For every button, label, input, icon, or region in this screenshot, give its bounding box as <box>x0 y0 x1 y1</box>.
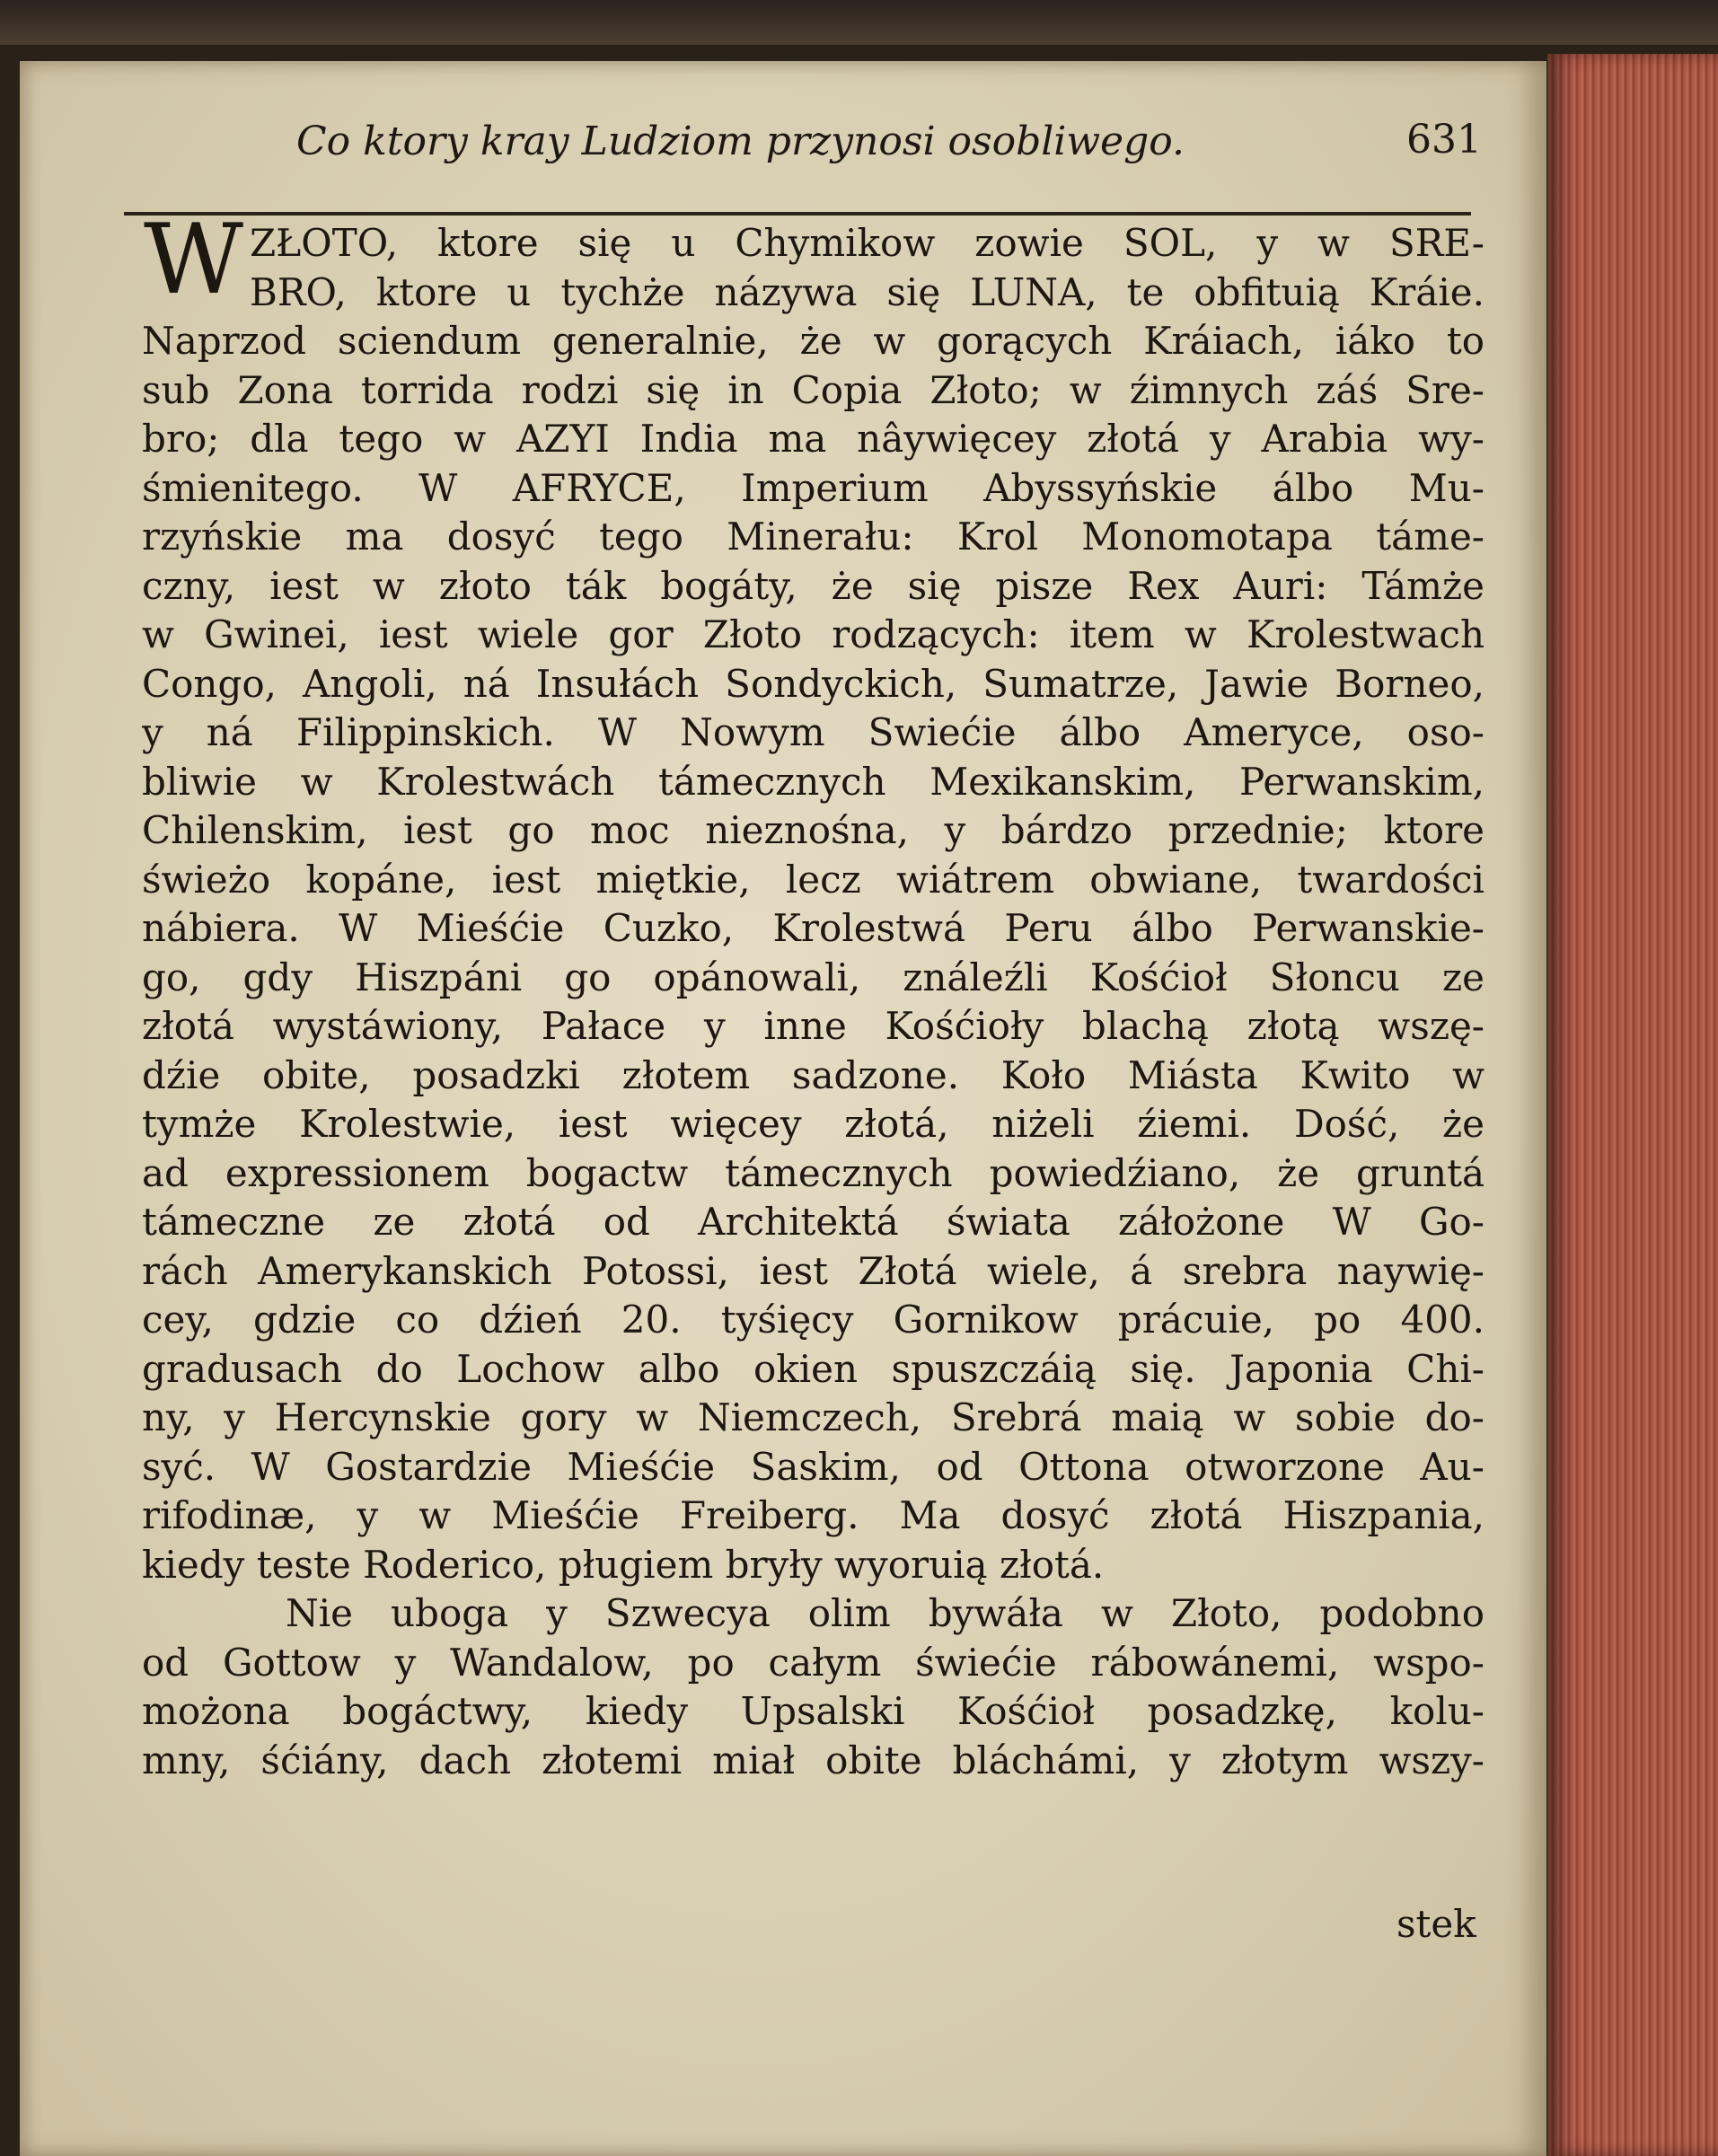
text-line: BRO, ktore u tychże názywa się LUNA, te obfituią Kráie. <box>250 269 1485 314</box>
body-text <box>142 219 1485 1785</box>
header-rule <box>124 212 1471 216</box>
text-line: Chilenskim, iest go moc nieznośna, y bárdzo przednie; ktore <box>142 808 1485 852</box>
text-line: rzyńskie ma dosyć tego Minerału: Krol Monomotapa táme- <box>142 515 1485 559</box>
text-line: mny, śćiány, dach złotemi miał obite bláchámi, y złotym wszy- <box>142 1738 1485 1782</box>
text-line: rifodinæ, y w Mieśćie Freiberg. Ma dosyć złotá Hiszpania, <box>142 1493 1485 1537</box>
text-line: kiedy teste Roderico, pługiem bryły wyoruią złotá. <box>142 1542 1105 1587</box>
text-line: cey, gdzie co dźień 20. tyśięcy Gornikow prácuie, po 400. <box>142 1298 1485 1342</box>
running-head: Co ktory kray Ludziom przynosi osobliwego. <box>296 119 1185 164</box>
text-line: ZŁOTO, ktore się u Chymikow zowie SOL, y w SRE- <box>250 221 1485 265</box>
text-line: śmienitego. W AFRYCE, Imperium Abyssyńskie álbo Mu- <box>142 465 1485 510</box>
drop-cap: W <box>144 204 244 316</box>
text-line: ad expressionem bogactw támecznych powiedźiano, że gruntá <box>142 1150 1485 1195</box>
text-line: od Gottow y Wandalow, po całym świećie rábowánemi, wspo- <box>142 1640 1485 1685</box>
page-number: 631 <box>1406 117 1482 163</box>
text-line: złotá wystáwiony, Pałace y inne Kośćioły blachą złotą wszę- <box>142 1004 1485 1048</box>
text-line: w Gwinei, iest wiele gor Złoto rodzących: item w Krolestwach <box>142 612 1485 656</box>
text-line: nábiera. W Mieśćie Cuzko, Krolestwá Peru álbo Perwanskie- <box>142 906 1485 950</box>
text-line: támeczne ze złotá od Architektá świata záłożone W Go- <box>142 1200 1485 1244</box>
text-line: go, gdy Hiszpáni go opánowali, ználeźli Kośćioł Słoncu ze <box>142 955 1485 999</box>
page-header <box>296 106 1482 178</box>
text-line: bliwie w Krolestwách támecznych Mexikanskim, Perwanskim, <box>142 759 1485 804</box>
text-line: sub Zona torrida rodzi się in Copia Złoto; w źimnych záś Sre- <box>142 367 1485 412</box>
text-line: tymże Krolestwie, iest więcey złotá, niżeli źiemi. Dość, że <box>142 1102 1485 1146</box>
text-line: syć. W Gostardzie Mieśćie Saskim, od Ottona otworzone Au- <box>142 1444 1485 1489</box>
page-edges <box>1547 54 1718 2156</box>
text-line: dźie obite, posadzki złotem sadzone. Koło Miásta Kwito w <box>142 1052 1485 1097</box>
text-line: rách Amerykanskich Potossi, iest Złotá wiele, á srebra naywię- <box>142 1248 1485 1293</box>
text-line: y ná Filippinskich. W Nowym Swiećie álbo Ameryce, oso- <box>142 710 1485 754</box>
text-line: Naprzod sciendum generalnie, że w gorących Kráiach, iáko to <box>142 319 1485 363</box>
text-line: gradusach do Lochow albo okien spuszczáią się. Japonia Chi- <box>142 1346 1485 1391</box>
text-line: czny, iest w złoto ták bogáty, że się pisze Rex Auri: Támże <box>142 563 1485 608</box>
text-line: Nie uboga y Szwecya olim bywáła w Złoto, podobno <box>286 1591 1485 1635</box>
text-line: możona bogáctwy, kiedy Upsalski Kośćioł posadzkę, kolu- <box>142 1689 1485 1733</box>
text-line: ny, y Hercynskie gory w Niemczech, Srebrá maią w sobie do- <box>142 1395 1485 1439</box>
catchword: stek <box>1396 1902 1476 1946</box>
text-line: świeżo kopáne, iest miętkie, lecz wiátrem obwiane, twardości <box>142 857 1485 902</box>
text-line: Congo, Angoli, ná Insułách Sondyckich, Sumatrze, Jawie Borneo, <box>142 661 1485 706</box>
text-line: bro; dla tego w AZYI India ma nâywięcey złotá y Arabia wy- <box>142 417 1485 461</box>
